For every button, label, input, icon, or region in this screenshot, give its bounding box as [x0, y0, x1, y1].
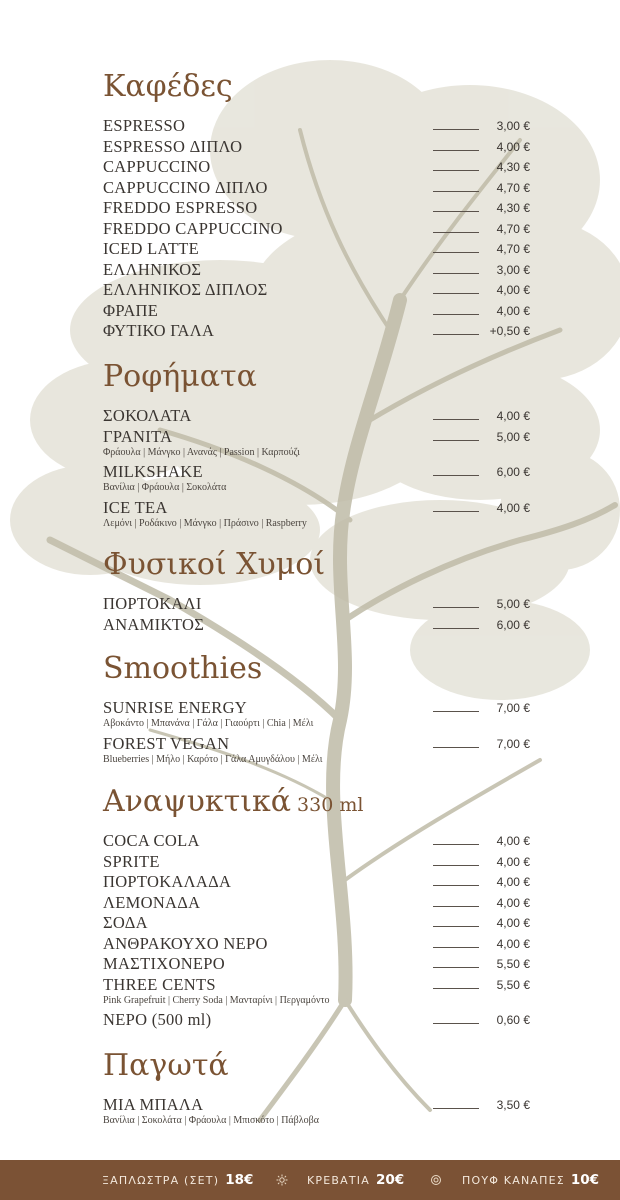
item-name: CAPPUCCINO — [103, 157, 211, 176]
item-name: ICED LATTE — [103, 239, 200, 258]
section-title-suffix: 330 ml — [297, 794, 364, 816]
price-leader-line — [433, 947, 479, 948]
price-leader-line — [433, 334, 479, 335]
item-name: ESPRESSO — [103, 116, 186, 135]
sun-icon — [276, 1174, 288, 1186]
item-description: Αβοκάντο | Μπανάνα | Γάλα | Γιαούρτι | Chia | Μέλι — [103, 718, 314, 729]
price-leader-line — [433, 885, 479, 886]
item-price: 4,00 € — [496, 895, 530, 910]
item-name: ΑΝΘΡΑΚΟΥΧΟ ΝΕΡΟ — [103, 933, 268, 953]
item-price: 4,00 € — [496, 500, 530, 515]
section-title — [103, 548, 325, 582]
menu-item — [103, 321, 530, 341]
price-leader-line — [433, 293, 479, 294]
item-name: ΦΥΤΙΚΟ ΓΑΛΑ — [103, 321, 215, 340]
item-price: 4,70 € — [496, 242, 530, 256]
item-price: 4,30 € — [496, 160, 530, 174]
price-leader-line — [433, 865, 479, 866]
menu-item — [103, 178, 530, 198]
item-price: 4,70 € — [496, 221, 530, 236]
menu-item — [103, 406, 530, 426]
item-name: SPRITE — [103, 851, 160, 871]
item-name: CAPPUCCINO ΔΙΠΛΟ — [103, 177, 268, 197]
price-leader-line — [433, 747, 479, 748]
menu-item — [103, 698, 530, 718]
item-price: 4,70 € — [496, 180, 530, 195]
item-price: 6,00 € — [496, 617, 530, 632]
section-title-text: Smoothies — [103, 651, 263, 686]
item-name: ΕΛΛΗΝΙΚΟΣ — [103, 259, 202, 279]
footer-item-sunbed-set — [102, 1171, 253, 1190]
item-price: 6,00 € — [496, 465, 530, 479]
menu-item — [103, 462, 530, 482]
item-name: SUNRISE ENERGY — [103, 698, 247, 717]
item-description: Βανίλια | Σοκολάτα | Φράουλα | Μπισκότο | Πάβλοβα — [103, 1115, 319, 1126]
footer-label: ΚΡΕΒΑΤΙΑ — [307, 1174, 370, 1187]
menu-item — [103, 934, 530, 954]
item-name: ΛΕΜΟΝΑΔΑ — [103, 892, 201, 912]
footer-item-pouf-sofas — [462, 1171, 599, 1190]
menu-item — [103, 615, 530, 635]
item-price: 4,00 € — [496, 875, 530, 889]
item-price: 7,00 € — [496, 736, 530, 751]
item-name: FREDDO ESPRESSO — [103, 198, 258, 217]
item-price: 5,00 € — [496, 597, 530, 611]
item-name: ΣΟΔΑ — [103, 913, 148, 932]
item-description: Blueberries | Μήλο | Καρότο | Γάλα Αμυγδάλου | Μέλι — [103, 753, 323, 765]
item-description: Βανίλια | Φράουλα | Σοκολάτα — [103, 482, 227, 493]
item-description: Pink Grapefruit | Cherry Soda | Μανταρίνι | Περγαμόντο — [103, 994, 330, 1006]
footer-label: ΞΑΠΛΩΣΤΡΑ (ΣΕΤ) — [102, 1174, 220, 1187]
price-leader-line — [433, 314, 479, 315]
item-price: 3,00 € — [496, 119, 530, 133]
item-name: ΑΝΑΜΙΚΤΟΣ — [103, 614, 205, 634]
menu-item — [103, 198, 530, 218]
section-title-text: Ροφήματα — [103, 359, 257, 394]
price-leader-line — [433, 475, 479, 476]
price-leader-line — [433, 607, 479, 608]
item-description: Λεμόνι | Ροδάκινο | Μάνγκο | Πράσινο | Raspberry — [103, 517, 307, 529]
price-leader-line — [433, 988, 479, 989]
item-price: 0,60 € — [496, 1013, 530, 1027]
item-price: 7,00 € — [496, 701, 530, 715]
item-price: 4,00 € — [496, 283, 530, 297]
price-leader-line — [433, 906, 479, 907]
item-name: ΠΟΡΤΟΚΑΛΑΔΑ — [103, 872, 232, 891]
section-title — [103, 1049, 229, 1083]
item-price: 4,00 € — [496, 303, 530, 318]
price-leader-line — [433, 273, 479, 274]
price-leader-line — [433, 628, 479, 629]
menu-item — [103, 239, 530, 259]
item-name: THREE CENTS — [103, 974, 216, 994]
item-name: ΕΛΛΗΝΙΚΟΣ ΔΙΠΛΟΣ — [103, 280, 268, 299]
price-leader-line — [433, 170, 479, 171]
price-leader-line — [433, 511, 479, 512]
item-name: ΦΡΑΠΕ — [103, 300, 159, 320]
menu-item — [103, 1010, 530, 1030]
menu-item — [103, 831, 530, 851]
price-leader-line — [433, 844, 479, 845]
price-leader-line — [433, 967, 479, 968]
section-title — [103, 70, 233, 104]
section-title-text: Αναψυκτικά — [103, 784, 292, 819]
price-leader-line — [433, 252, 479, 253]
menu-item — [103, 893, 530, 913]
item-name: ESPRESSO ΔΙΠΛΟ — [103, 136, 243, 156]
price-leader-line — [433, 440, 479, 441]
item-name: ΠΟΡΤΟΚΑΛΙ — [103, 594, 202, 613]
menu-item — [103, 872, 530, 892]
item-name: FOREST VEGAN — [103, 733, 230, 753]
menu-item — [103, 734, 530, 754]
menu-item — [103, 594, 530, 614]
item-name: COCA COLA — [103, 831, 200, 850]
section-title-text: Παγωτά — [103, 1048, 229, 1083]
price-leader-line — [433, 711, 479, 712]
footer-price: 20€ — [375, 1172, 405, 1188]
price-leader-line — [433, 1023, 479, 1024]
footer-bar — [0, 1160, 620, 1200]
section-title-text: Καφέδες — [103, 69, 233, 104]
item-price: 4,00 € — [496, 409, 530, 423]
item-name: FREDDO CAPPUCCINO — [103, 218, 283, 238]
item-price: 5,00 € — [496, 429, 530, 444]
item-price: 4,00 € — [496, 854, 530, 869]
item-name: ΝΕΡΟ (500 ml) — [103, 1010, 212, 1029]
item-name: ΓΡΑΝΙΤΑ — [103, 426, 173, 446]
section-title — [103, 785, 363, 822]
item-name: ΜΑΣΤΙΧΟΝΕΡΟ — [103, 954, 225, 973]
price-leader-line — [433, 211, 479, 212]
section-title — [103, 360, 257, 394]
menu-item — [103, 116, 530, 136]
item-price: 4,00 € — [496, 916, 530, 930]
footer-item-beds — [307, 1171, 404, 1190]
item-name: ΜΙΑ ΜΠΑΛΑ — [103, 1095, 204, 1114]
menu-item — [103, 137, 530, 157]
price-leader-line — [433, 129, 479, 130]
item-name: ICE TEA — [103, 497, 168, 517]
section-title-text: Φυσικοί Χυμοί — [103, 547, 326, 582]
menu-item — [103, 975, 530, 995]
menu-item — [103, 260, 530, 280]
price-leader-line — [433, 419, 479, 420]
footer-label: ΠΟΥΦ ΚΑΝΑΠΕΣ — [462, 1174, 565, 1187]
item-price: 4,00 € — [496, 139, 530, 154]
item-price: 5,50 € — [496, 977, 530, 992]
section-title — [103, 652, 262, 686]
item-price: 3,50 € — [496, 1098, 530, 1112]
item-price: +0,50 € — [489, 324, 530, 338]
menu-item — [103, 498, 530, 518]
price-leader-line — [433, 232, 479, 233]
item-price: 5,50 € — [496, 957, 530, 971]
footer-price: 18€ — [225, 1172, 254, 1188]
item-description: Φράουλα | Μάνγκο | Ανανάς | Passion | Καρπούζι — [103, 446, 300, 458]
price-leader-line — [433, 926, 479, 927]
price-leader-line — [433, 1108, 479, 1109]
item-name: MILKSHAKE — [103, 462, 203, 481]
item-price: 4,30 € — [496, 201, 530, 215]
item-price: 3,00 € — [496, 262, 530, 277]
menu-item — [103, 954, 530, 974]
menu-item — [103, 913, 530, 933]
footer-price: 10€ — [570, 1172, 600, 1188]
menu-item — [103, 157, 530, 177]
menu-item — [103, 852, 530, 872]
item-name: ΣΟΚΟΛΑΤΑ — [103, 406, 192, 425]
price-leader-line — [433, 150, 479, 151]
menu-item — [103, 301, 530, 321]
item-price: 4,00 € — [496, 834, 530, 848]
price-leader-line — [433, 191, 479, 192]
menu-item — [103, 1095, 530, 1115]
menu-item — [103, 280, 530, 300]
menu-item — [103, 427, 530, 447]
item-price: 4,00 € — [496, 936, 530, 951]
spiral-icon — [430, 1174, 442, 1186]
menu-item — [103, 219, 530, 239]
